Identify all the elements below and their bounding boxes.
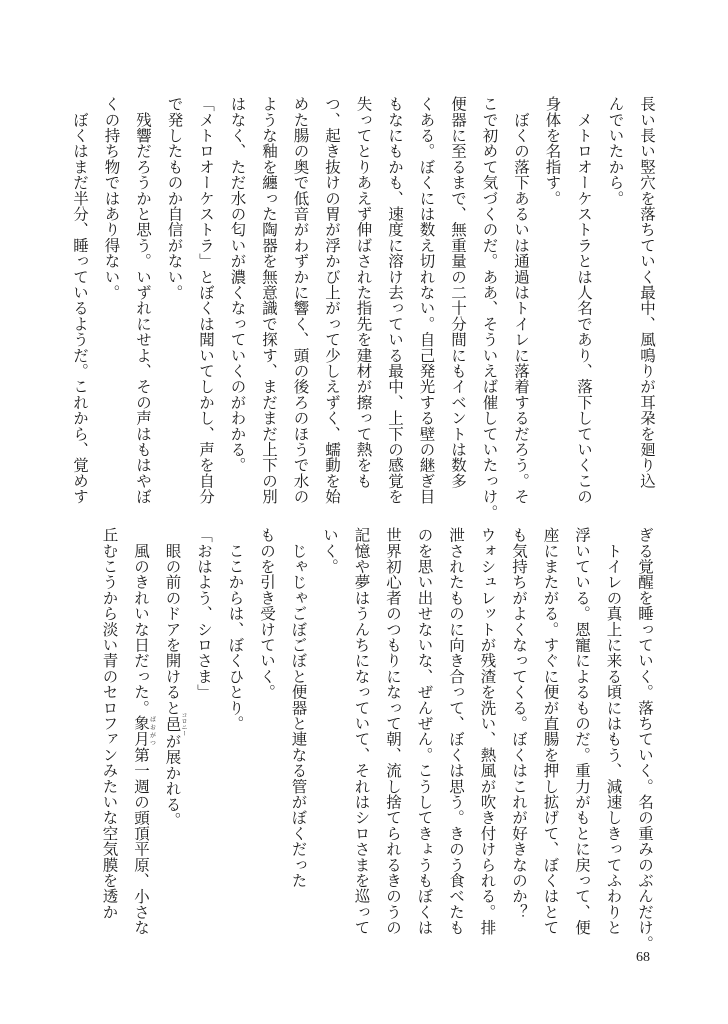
text-line: メトロオーケストラとは人名であり、落下していくこの bbox=[575, 96, 593, 505]
text-line: 「メトロオーケストラ」とぼくは聞いてしかし、声を自分 bbox=[197, 96, 215, 505]
line-text: が展かれる。 bbox=[163, 733, 182, 828]
ruby-base: 邑 bbox=[163, 712, 182, 737]
text-line-with-ruby bbox=[125, 527, 157, 957]
text-line: ような釉を纏った陶器を無意識で探す、まだまだ上下の別 bbox=[260, 96, 278, 505]
text-line: 丘むこうから淡い青のセロファンみたいな空気膜を透か bbox=[100, 527, 119, 920]
text-line: 便器に至るまで、無重量の二十分間にもイベントは数多 bbox=[449, 96, 467, 489]
text-line: トイレの真上に来る頃にはもう、減速しきってふわりと bbox=[604, 527, 623, 936]
line-text: 眼の前のドアを開けると bbox=[163, 527, 182, 716]
text-line: めた腸の奥で低音がわずかに響く、頭の後ろのほうで水の bbox=[291, 96, 310, 505]
text-line: 記憶や夢はうんちになっていて、それはシロさまを巡って bbox=[352, 527, 371, 936]
ruby-base: 象月 bbox=[132, 715, 150, 747]
text-line: はなく、ただ水の匂いが濃くなっていくのがわかる。 bbox=[228, 96, 247, 473]
text-line: くある。ぼくには数え切れない。自己発光する壁の継ぎ目 bbox=[417, 96, 436, 505]
text-line: 世界初心者のつもりになって朝、流し捨てられるきのうの bbox=[384, 527, 402, 936]
line-text: 風のきれいな日だった。 bbox=[132, 527, 150, 716]
text-line: で発したものか自信がない。 bbox=[165, 96, 184, 301]
ruby-month bbox=[132, 715, 156, 747]
text-line: のを思い出せないな、ぜんぜん。こうしてきょうもぼくは bbox=[415, 527, 434, 936]
page-number: 68 bbox=[636, 950, 650, 965]
text-line: 長い長い竪穴を落ちていく最中、風鳴りが耳朶を廻り込 bbox=[638, 96, 656, 489]
text-line-with-ruby bbox=[156, 527, 188, 957]
ruby-reading: ばおがつ bbox=[148, 715, 156, 747]
text-line: 「おはよう、シロさま」 bbox=[195, 527, 213, 700]
text-line: 座にまたがる。すぐに便が直腸を押し拡げて、ぼくはとて bbox=[541, 527, 560, 936]
text-line: 浮いている。恩寵によるものだ。重力がもとに戻って、便 bbox=[573, 527, 591, 936]
text-line: 身体を名指す。 bbox=[543, 96, 562, 206]
text-column-top bbox=[64, 96, 663, 520]
text-line: 失ってとりあえず伸ばされた指先を建材が擦って熱をも bbox=[354, 96, 373, 489]
text-line: いく。 bbox=[321, 527, 339, 575]
text-line: も気持ちがよくなってくる。ぼくはこれが好きなのか？ bbox=[510, 527, 528, 920]
ruby-colony bbox=[163, 712, 187, 737]
line-text: 第一週の頭頂平原、小さな bbox=[132, 746, 150, 936]
text-line: もなにもかも、速度に溶け去っている最中、上下の感覚を bbox=[386, 96, 404, 505]
text-line: つ、起き抜けの胃が浮かび上がって少しえずく、蠕動を始 bbox=[323, 96, 341, 505]
text-column-bottom bbox=[93, 527, 660, 957]
text-line: ぎる覚醒を睡っていく。落ちていく。名の重みのぶんだけ。 bbox=[636, 527, 654, 951]
text-line: じゃじゃごぼごぼと便器と連なる管がぼくだった bbox=[289, 527, 308, 889]
text-line: ぼくはまだ半分、睡っているようだ。これから、覚めす bbox=[71, 96, 89, 505]
text-line: ものを引き受けていく。 bbox=[258, 527, 276, 700]
text-line: こで初めて気づくのだ。ああ、そういえば催していたっけ。 bbox=[480, 96, 499, 520]
ruby-reading: コロニー bbox=[180, 712, 187, 737]
text-line: くの持ち物ではあり得ない。 bbox=[102, 96, 121, 301]
text-line: 残響だろうかと思う。いずれにせよ、その声はもはやぼ bbox=[134, 96, 152, 505]
text-line: ウォシュレットが残渣を洗い、熱風が吹き付けられる。排 bbox=[478, 527, 497, 936]
text-line: ぼくの落下あるいは通過はトイレに落着するだろう。そ bbox=[512, 96, 530, 505]
text-line: 泄されたものに向き合って、ぼくは思う。きのう食べたも bbox=[447, 527, 465, 936]
text-line: ここからは、ぼくひとり。 bbox=[226, 527, 245, 732]
text-line: んでいたから。 bbox=[606, 96, 625, 206]
